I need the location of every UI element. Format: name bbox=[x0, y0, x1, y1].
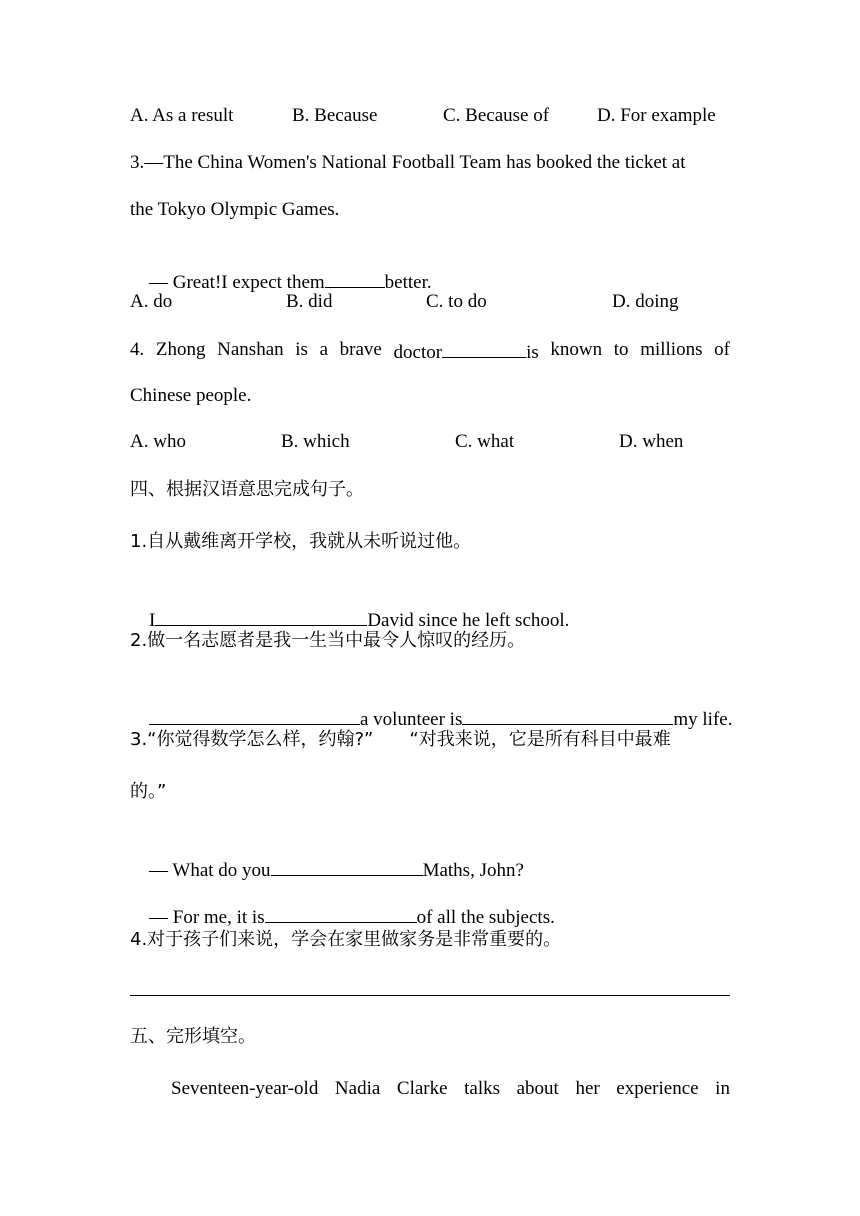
s3-q-text-b: Maths, John? bbox=[422, 860, 524, 881]
s4-chinese: 4.对于孩子们来说，学会在家里做家务是非常重要的。 bbox=[130, 929, 562, 950]
s2-answer-blank-1[interactable] bbox=[149, 705, 360, 725]
passage-word: Clarke bbox=[396, 1078, 448, 1099]
section5-title: 五、完形填空。 bbox=[130, 1026, 256, 1047]
q4-word: Zhong bbox=[155, 339, 206, 360]
s2-answer-blank-2[interactable] bbox=[462, 705, 673, 725]
q3-option-a: A. do bbox=[130, 291, 173, 312]
q3-reply-text-a: — Great!I expect them bbox=[149, 272, 325, 293]
q4-word: Nanshan bbox=[217, 339, 284, 360]
q4-word: a bbox=[319, 339, 329, 360]
passage-word: Nadia bbox=[334, 1078, 381, 1099]
q4-question-line2: Chinese people. bbox=[130, 385, 252, 406]
s1-text-b: David since he left school. bbox=[367, 610, 570, 631]
passage-word: about bbox=[516, 1078, 559, 1099]
passage-word: Seventeen-year-old bbox=[171, 1078, 319, 1099]
s2-chinese: 2.做一名志愿者是我一生当中最令人惊叹的经历。 bbox=[130, 630, 526, 651]
q4-word: is bbox=[526, 342, 539, 363]
q3-reply-text-b: better. bbox=[384, 272, 432, 293]
s3-chinese-line2: 的。” bbox=[130, 781, 167, 802]
s2-text-a: a volunteer is bbox=[360, 709, 463, 730]
q3-option-d: D. doing bbox=[612, 291, 679, 312]
q4-word: millions bbox=[640, 339, 703, 360]
q4-word: brave bbox=[339, 339, 382, 360]
q4-option-c: C. what bbox=[455, 431, 515, 452]
q4-answer-blank[interactable] bbox=[442, 338, 526, 358]
section5-paragraph-line1 bbox=[171, 1077, 730, 1101]
q4-word: is bbox=[295, 339, 308, 360]
s3-r-text-b: of all the subjects. bbox=[416, 907, 555, 928]
passage-word: in bbox=[715, 1078, 730, 1099]
passage-word: experience bbox=[616, 1078, 699, 1099]
s1-answer-blank[interactable] bbox=[155, 606, 367, 626]
s3-chinese-line1: 3.“你觉得数学怎么样，约翰?” “对我来说，它是所有科目中最难 bbox=[130, 729, 671, 750]
passage-word: her bbox=[575, 1078, 600, 1099]
passage-word: talks bbox=[464, 1078, 501, 1099]
q3-question-line1: 3.—The China Women's National Football Team has booked the ticket at bbox=[130, 152, 686, 173]
q4-word: 4. bbox=[130, 339, 145, 360]
q4-option-d: D. when bbox=[619, 431, 684, 452]
s3-answer-blank-2[interactable] bbox=[265, 903, 417, 923]
s4-answer-line[interactable] bbox=[130, 995, 730, 996]
q4-option-a: A. who bbox=[130, 431, 186, 452]
q4-option-b: B. which bbox=[281, 431, 350, 452]
q3-option-c: C. to do bbox=[426, 291, 487, 312]
q3-option-b: B. did bbox=[286, 291, 333, 312]
q4-question-line1 bbox=[130, 338, 730, 365]
s3-r-text-a: — For me, it is bbox=[149, 907, 265, 928]
q3-answer-blank[interactable] bbox=[325, 268, 385, 288]
q4-word: known bbox=[550, 339, 603, 360]
q4-word: doctor bbox=[393, 342, 443, 363]
q4-word: of bbox=[714, 339, 730, 360]
q3-question-line2: the Tokyo Olympic Games. bbox=[130, 199, 340, 220]
q2-option-b: B. Because bbox=[292, 105, 378, 126]
s2-text-b: my life. bbox=[673, 709, 733, 730]
q2-option-c: C. Because of bbox=[443, 105, 550, 126]
s1-chinese: 1.自从戴维离开学校，我就从未听说过他。 bbox=[130, 531, 472, 552]
s3-q-text-a: — What do you bbox=[149, 860, 271, 881]
s1-text-a: I bbox=[149, 610, 156, 631]
s3-answer-blank-1[interactable] bbox=[271, 856, 423, 876]
q4-word: to bbox=[613, 339, 629, 360]
section4-title: 四、根据汉语意思完成句子。 bbox=[130, 479, 364, 500]
q2-option-d: D. For example bbox=[597, 105, 716, 126]
q2-option-a: A. As a result bbox=[130, 105, 234, 126]
